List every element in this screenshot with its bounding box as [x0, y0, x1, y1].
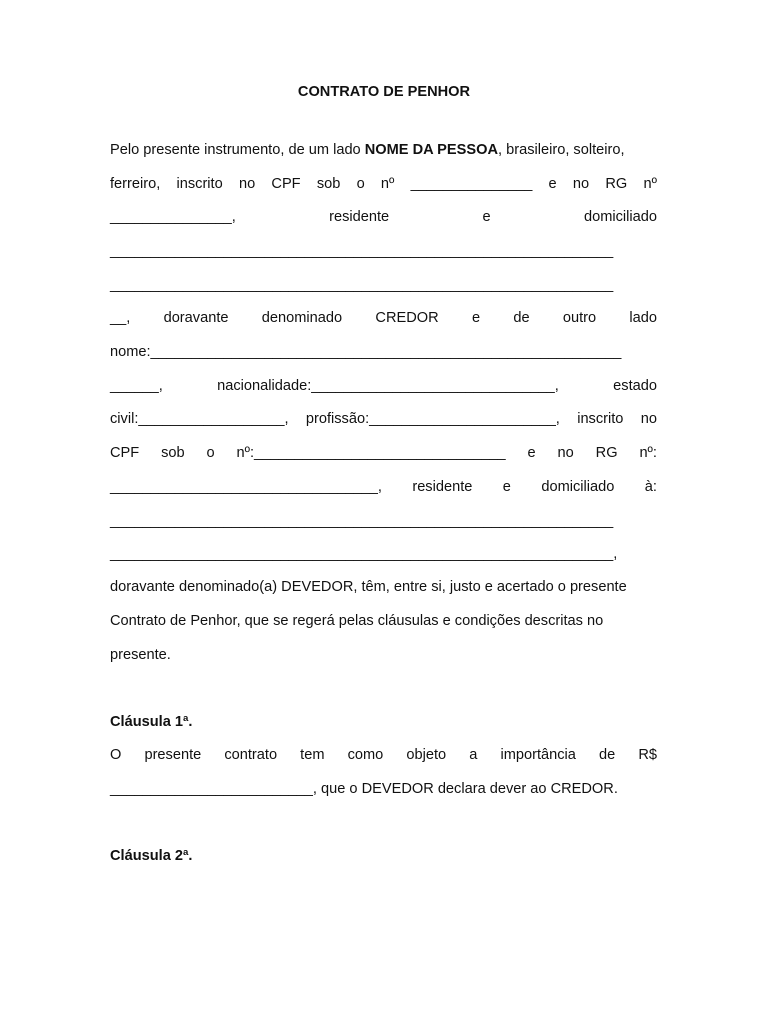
- address-blank-line: ______________________________________________________________: [110, 513, 614, 529]
- word: de: [598, 747, 616, 763]
- word: domiciliado: [583, 209, 657, 225]
- word: RG: [595, 445, 618, 461]
- cpf-blank: _______________: [410, 176, 533, 192]
- word: no: [238, 176, 256, 192]
- word: o: [356, 176, 365, 192]
- word: nº:: [639, 445, 657, 461]
- clause-2-heading: Cláusula 2ª.: [110, 848, 193, 864]
- word: domiciliado: [541, 479, 615, 495]
- word: contrato: [224, 747, 278, 763]
- line-text: , brasileiro, solteiro,: [498, 142, 625, 158]
- word: presente: [144, 747, 202, 763]
- word: ferreiro,: [110, 176, 161, 192]
- paragraph-line-10: [110, 443, 657, 463]
- address-blank-line: ______________________________________________________________,: [110, 546, 618, 562]
- paragraph-line-11: [110, 477, 657, 497]
- word: __,: [110, 310, 131, 326]
- word: no: [640, 411, 657, 427]
- paragraph-line-2: [110, 174, 657, 194]
- word: no: [557, 445, 574, 461]
- word: sob: [161, 445, 185, 461]
- word: R$: [638, 747, 657, 763]
- paragraph-line-6: [110, 308, 657, 328]
- word: a: [469, 747, 478, 763]
- word: denominado: [261, 310, 343, 326]
- name-blank-line: nome:__________________________________________________________: [110, 344, 622, 360]
- word: tem: [300, 747, 325, 763]
- person-name: NOME DA PESSOA: [364, 142, 498, 158]
- word: importância: [500, 747, 576, 763]
- word: residente: [329, 209, 390, 225]
- word: de: [513, 310, 530, 326]
- word: o: [206, 445, 215, 461]
- word: e: [502, 479, 511, 495]
- rg-blank: _______________,: [110, 209, 236, 225]
- word: sob: [316, 176, 341, 192]
- word: CREDOR: [375, 310, 439, 326]
- word: objeto: [406, 747, 447, 763]
- word: à:: [644, 479, 657, 495]
- paragraph-line-1: [110, 140, 657, 160]
- word: CPF: [271, 176, 301, 192]
- clause-1-line-2: _________________________, que o DEVEDOR declara dever ao CREDOR.: [110, 781, 618, 797]
- word: doravante: [163, 310, 229, 326]
- rg-blank: _________________________________,: [110, 479, 382, 495]
- word: e: [548, 176, 557, 192]
- cpf-blank: nº:_______________________________: [236, 445, 506, 461]
- line-text: Pelo presente instrumento, de um lado: [110, 142, 365, 158]
- word: ______,: [110, 378, 163, 394]
- document-title: CONTRATO DE PENHOR: [297, 84, 471, 100]
- paragraph-line-3: [110, 207, 657, 227]
- address-blank-line: ______________________________________________________________: [110, 243, 614, 259]
- word: nº: [643, 176, 657, 192]
- clause-1-line-1: [110, 745, 657, 765]
- word: inscrito: [577, 411, 624, 427]
- word: residente: [412, 479, 473, 495]
- civil-status-blank: civil:__________________,: [110, 411, 289, 427]
- word: estado: [613, 378, 657, 394]
- word: e: [482, 209, 491, 225]
- paragraph-line-14: doravante denominado(a) DEVEDOR, têm, entre si, justo e acertado o presente: [110, 579, 627, 595]
- word: CPF: [110, 445, 140, 461]
- address-blank-line: ______________________________________________________________: [110, 277, 614, 293]
- word: inscrito: [176, 176, 223, 192]
- word: no: [572, 176, 590, 192]
- paragraph-line-8: [110, 376, 657, 396]
- profession-blank: profissão:_______________________,: [305, 411, 560, 427]
- word: O: [110, 747, 122, 763]
- word: nº: [380, 176, 395, 192]
- word: outro: [562, 310, 597, 326]
- word: como: [347, 747, 384, 763]
- nationality-blank: nacionalidade:______________________________,: [217, 378, 559, 394]
- word: lado: [629, 310, 657, 326]
- word: e: [527, 445, 536, 461]
- word: RG: [605, 176, 628, 192]
- word: e: [471, 310, 481, 326]
- clause-1-heading: Cláusula 1ª.: [110, 714, 193, 730]
- paragraph-line-15: Contrato de Penhor, que se regerá pelas cláusulas e condições descritas no: [110, 613, 604, 629]
- paragraph-line-16: presente.: [110, 647, 171, 663]
- paragraph-line-9: [110, 409, 657, 429]
